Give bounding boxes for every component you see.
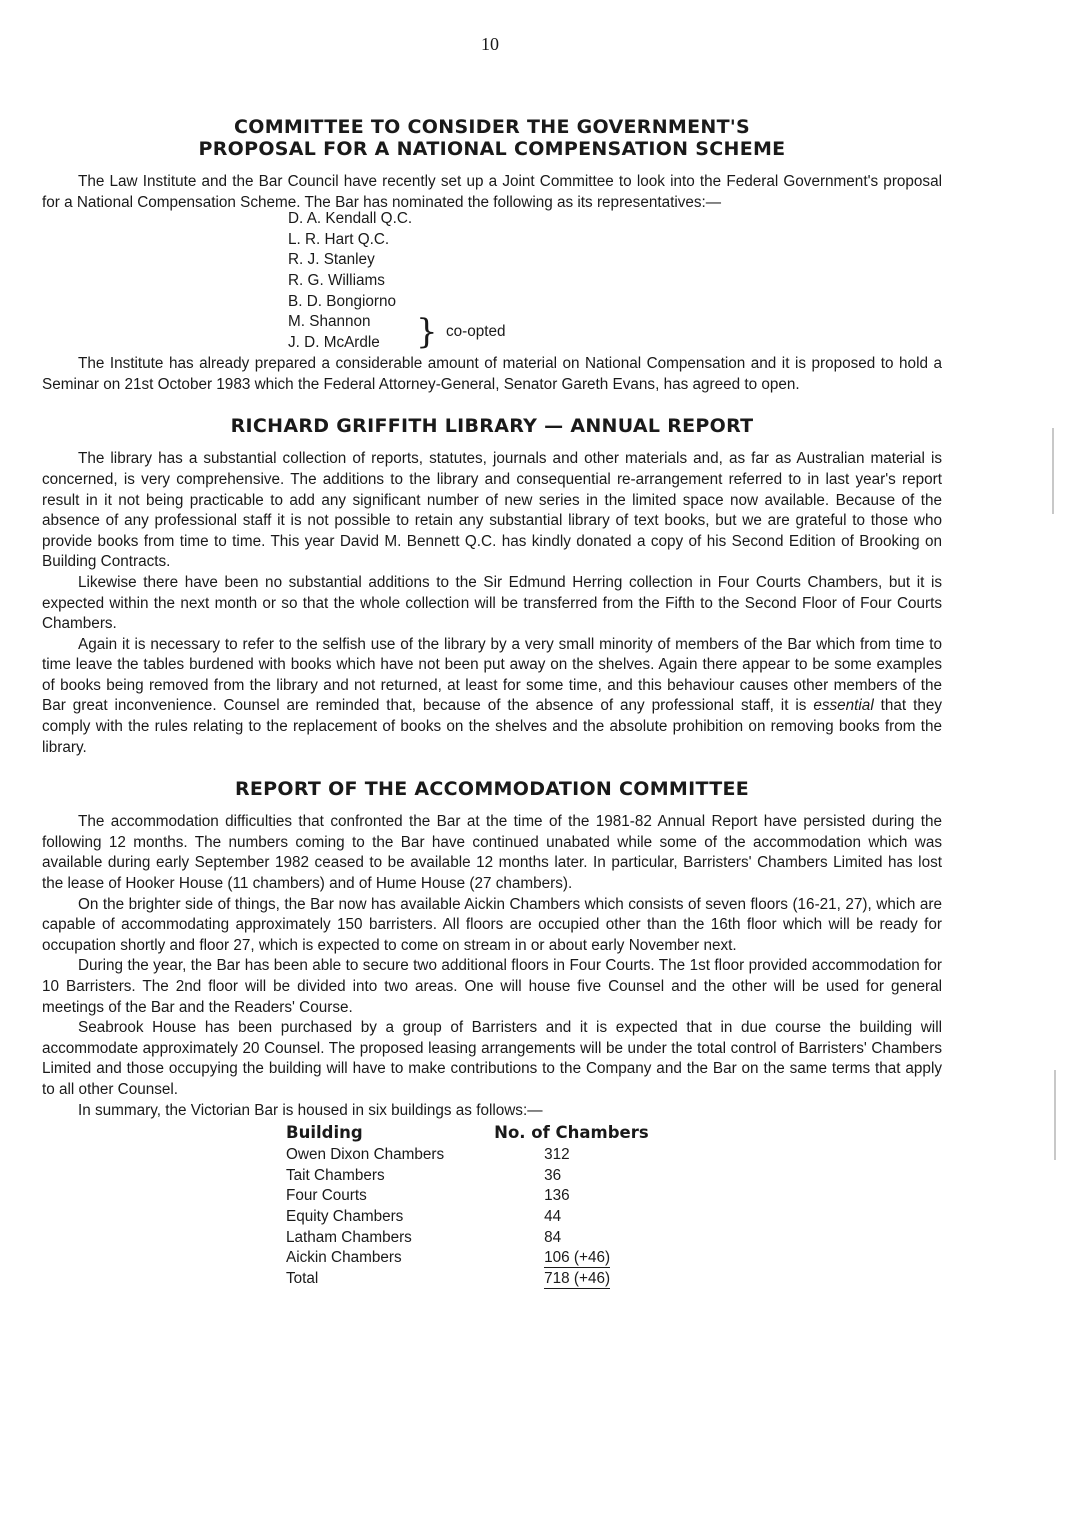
document-body — [42, 116, 942, 1289]
coopted-member: M. Shannon — [288, 313, 371, 331]
library-paragraph-3-text-end: that they comply with the rules relating to the replacement of books on the shelves and the absolute prohibition on removing books from the library. — [42, 697, 942, 756]
total-value — [444, 1269, 649, 1290]
table-row — [286, 1186, 649, 1207]
emphasis-essential: essential — [813, 697, 874, 715]
margin-binding-mark — [1054, 1070, 1056, 1160]
representatives-list — [288, 209, 942, 354]
chamber-count: 136 — [544, 1187, 570, 1205]
chamber-count: 36 — [544, 1166, 562, 1184]
library-paragraph-3-text: Again it is necessary to refer to the selfish use of the library by a very small minority of members of the Bar which from time to time leave the tables burdened with books which have not been put away on the shelves. Again there appear to be some examples of books being removed from the library and not returned, at least for some time, and this behaviour causes other members of the Bar great inconvenience. Counsel are reminded that, because of the absence of any professional staff, it is — [42, 635, 942, 715]
table-row — [286, 1166, 649, 1187]
library-paragraph-1: The library has a substantial collection of reports, statutes, journals and other materials and, as far as Australian material is concerned, is very comprehensive. The additions to the library and consequential re-arrangement referred to in last year's report result in it not being practicable to add any significant number of new series in the limited space now available. Because of the absence of any professional staff it is not possible to retain any substantial library of text books, but we are grateful to those who provide books from time to time. This year David M. Bennett Q.C. has kindly donated a copy of his Second Edition of Brooking on Building Contracts. — [42, 450, 942, 571]
committee-heading-line1: COMMITTEE TO CONSIDER THE GOVERNMENT'S — [234, 116, 750, 138]
committee-section — [42, 116, 942, 395]
coopted-member: J. D. McArdle — [288, 333, 380, 351]
building-name: Four Courts — [286, 1187, 367, 1205]
committee-closing: The Institute has already prepared a considerable amount of material on National Compensation and it is proposed to hold a Seminar on 21st October 1983 which the Federal Attorney-General, Senator Gareth Evans, has agreed to open. — [42, 355, 942, 393]
header-chambers: No. of Chambers — [494, 1123, 649, 1143]
right-brace-icon: } — [416, 312, 438, 353]
committee-intro: The Law Institute and the Bar Council have recently set up a Joint Committee to look into the Federal Government's proposal for a National Compensation Scheme. The Bar has nominated the following as its representatives:— — [42, 173, 942, 211]
building-name: Equity Chambers — [286, 1207, 404, 1225]
table-row — [286, 1248, 649, 1269]
chamber-count — [444, 1248, 649, 1269]
building-name: Latham Chambers — [286, 1228, 412, 1246]
chamber-count-underlined: 106 (+46) — [544, 1249, 611, 1267]
library-heading: RICHARD GRIFFITH LIBRARY — ANNUAL REPORT — [230, 415, 754, 438]
chamber-count: 84 — [544, 1228, 562, 1246]
coopted-group — [288, 312, 942, 354]
chamber-count: 312 — [544, 1146, 570, 1164]
accommodation-paragraph-4: Seabrook House has been purchased by a group of Barristers and it is expected that in due course the building will accommodate approximately 20 Counsel. The proposed leasing arrangements will be under the total control of Barristers' Chambers Limited and those occupying the building will have to make contributions to the Company and the Bar on the same terms that apply to all other Counsel. — [42, 1019, 942, 1098]
representative: B. D. Bongiorno — [288, 292, 396, 310]
representative: R. J. Stanley — [288, 251, 375, 269]
page-number: 10 — [481, 34, 499, 54]
table-row — [286, 1207, 649, 1228]
margin-binding-mark — [1052, 428, 1054, 514]
committee-heading-line2: PROPOSAL FOR A NATIONAL COMPENSATION SCHEME — [198, 138, 786, 160]
header-building: Building — [286, 1123, 363, 1143]
building-name: Aickin Chambers — [286, 1249, 402, 1267]
accommodation-heading: REPORT OF THE ACCOMMODATION COMMITTEE — [234, 778, 750, 801]
table-row — [286, 1228, 649, 1249]
library-section — [42, 415, 942, 758]
building-name: Tait Chambers — [286, 1166, 385, 1184]
representative: R. G. Williams — [288, 271, 385, 289]
accommodation-paragraph-3: During the year, the Bar has been able to secure two additional floors in Four Courts. The 1st floor provided accommodation for 10 Barristers. The 2nd floor will be divided into two areas. One will house five Counsel and the other will be used for general meetings of the Bar and the Readers' Course. — [42, 957, 942, 1016]
chamber-count: 44 — [544, 1207, 562, 1225]
accommodation-paragraph-1: The accommodation difficulties that confronted the Bar at the time of the 1981-82 Annual Report have persisted during the following 12 months. The numbers coming to the Bar have continued unabated while some of the accommodation which was available during early September 1982 ceased to be available 12 months later. In particular, Barristers' Chambers Limited has lost the lease of Hooker House (11 chambers) and of Hume House (27 chambers). — [42, 813, 942, 893]
coopted-label: co-opted — [446, 323, 506, 341]
accommodation-summary-intro: In summary, the Victorian Bar is housed in six buildings as follows:— — [78, 1101, 543, 1119]
library-paragraph-3 — [42, 635, 942, 759]
accommodation-section — [42, 778, 942, 1289]
table-row — [286, 1145, 649, 1166]
representative: L. R. Hart Q.C. — [288, 230, 390, 248]
committee-heading — [42, 116, 942, 160]
table-total-row — [286, 1269, 649, 1290]
representative: D. A. Kendall Q.C. — [288, 210, 413, 228]
total-value-underlined: 718 (+46) — [544, 1269, 611, 1287]
table-header-row — [286, 1123, 649, 1145]
accommodation-paragraph-2: On the brighter side of things, the Bar now has available Aickin Chambers which consists of seven floors (16-21, 27), which are capable of accommodating approximately 150 barristers. All floors are occupied other than the 16th floor which will be ready for occupation shortly and floor 27, which is expected to come on stream in or about early November next. — [42, 895, 942, 954]
buildings-table — [286, 1123, 649, 1289]
building-name: Owen Dixon Chambers — [286, 1146, 445, 1164]
total-label: Total — [286, 1269, 319, 1287]
library-paragraph-2: Likewise there have been no substantial additions to the Sir Edmund Herring collection in Four Courts Chambers, but it is expected within the next month or so that the whole collection will be transferred from the Fifth to the Second Floor of Four Courts Chambers. — [42, 573, 942, 633]
